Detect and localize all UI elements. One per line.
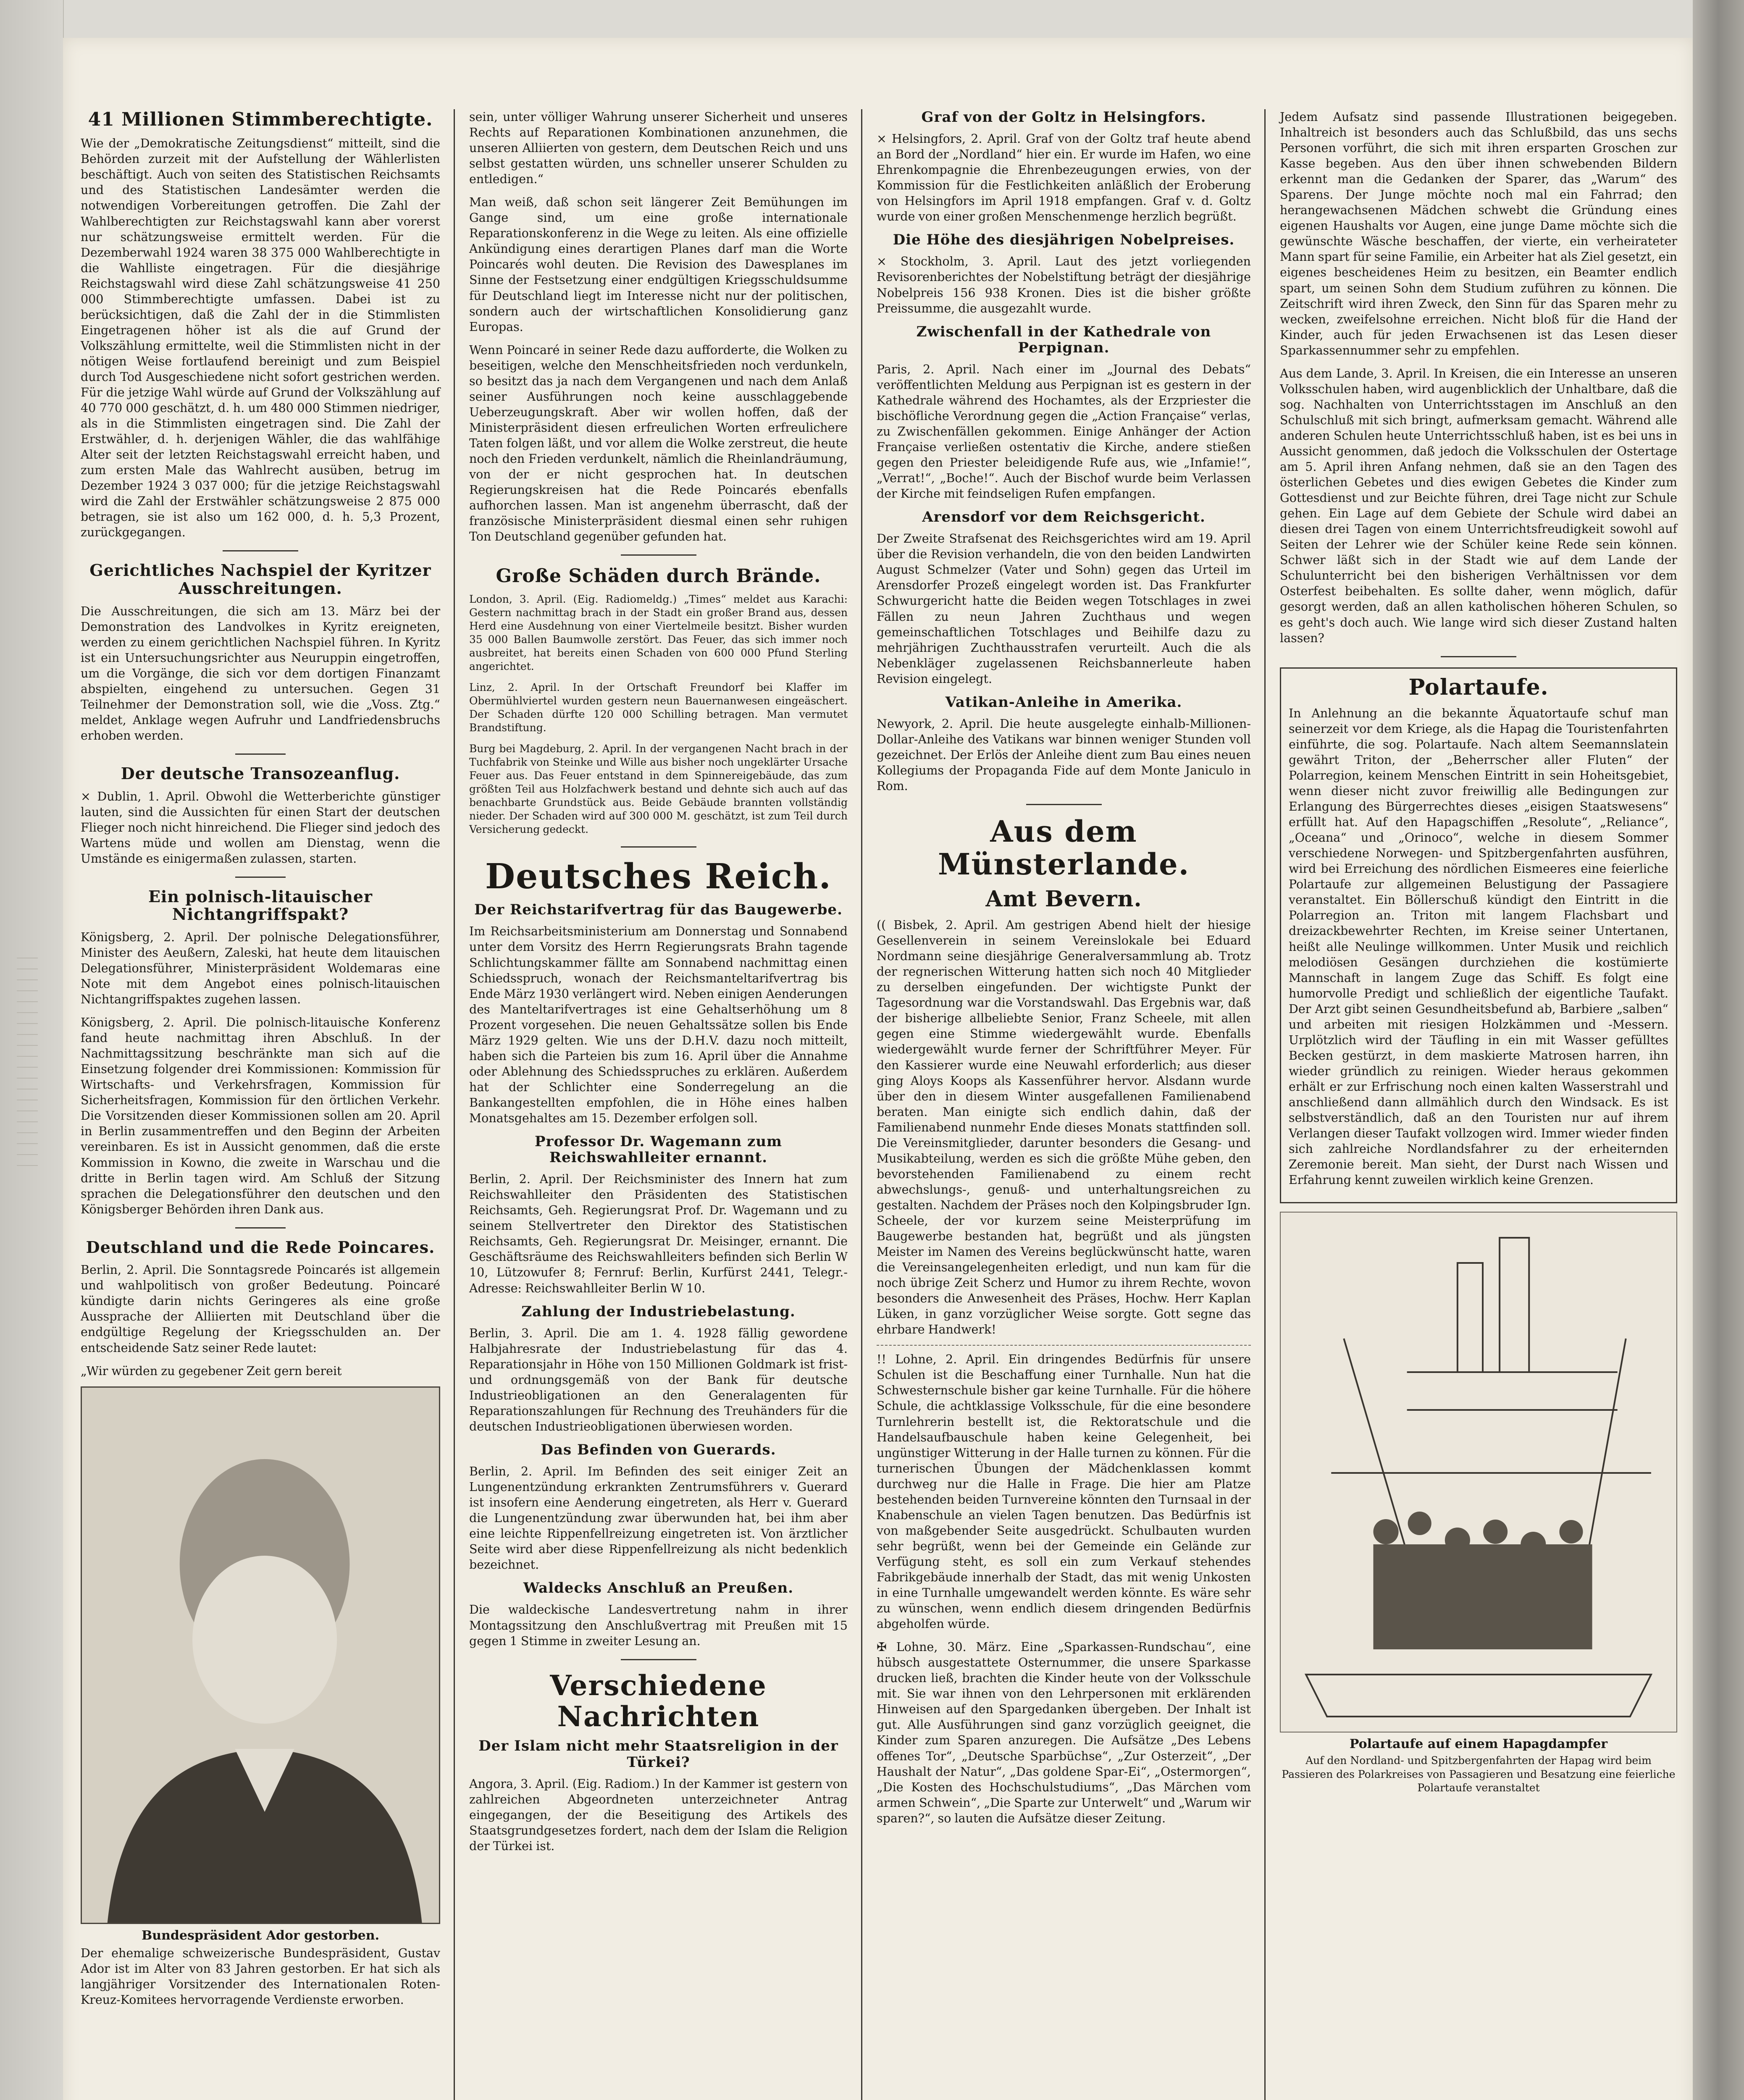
article-paragraph: Berlin, 3. April. Die am 1. 4. 1928 fällig gewordene Halbjahresrate der Industriebelastung für das 4. Reparationsjahr in Höhe von 150 Millionen Goldmark ist frist- und ordnungsgemäß von der Bank für deutsche Industrieobligationen an den Generalagenten für Reparationszahlungen für Rechnung des Treuhänders für die deutschen Industrieobligationen überwiesen worden. bbox=[469, 1326, 848, 1433]
article-paragraph: Berlin, 2. April. Im Befinden des seit einiger Zeit an Lungenentzündung erkrankten Zentrumsführers v. Guerard ist insofern eine Aenderung eingetreten, als Herr v. Guerard die Lungenentzündung zwar überwunden hat, bei ihm aber eine leichte Rippenfellreizung eingetreten ist. Von ärztlicher Seite wird aber diese Rippenfellreizung als nicht bedenklich bezeichnet. bbox=[469, 1465, 848, 1572]
article bbox=[877, 917, 1251, 1826]
article-paragraph: × Helsingfors, 2. April. Graf von der Goltz traf heute abend an Bord der „Nordland“ hier ein. Er wurde im Hafen, wo eine Ehrenkompagnie die Ehrenbezeugungen erwies, von der Kommission für die Festlichkeiten anläßlich der Eroberung von Helsingfors im April 1918 empfangen. Graf v. d. Goltz wurde von einer großen Menschenmenge herzlich begrüßt. bbox=[877, 132, 1251, 224]
separator bbox=[1441, 656, 1516, 657]
article-title: Gerichtliches Nachspiel der Kyritzer Ausschreitungen. bbox=[89, 561, 431, 598]
binding-spine bbox=[0, 0, 64, 2100]
article bbox=[1280, 109, 1677, 646]
article-paragraph: Angora, 3. April. (Eig. Radiom.) In der Kammer ist gestern von zahlreichen Abgeordneten unterzeichneter Antrag eingegangen, der die Beseitigung des Artikels des Staatsgrundgesetzes fordert, nach dem der Islam die Religion der Türkei ist. bbox=[469, 1777, 848, 1853]
illustration-image bbox=[1281, 1213, 1676, 1732]
article-title: Das Befinden von Guerards. bbox=[541, 1441, 776, 1458]
article bbox=[81, 888, 440, 1217]
separator bbox=[235, 1227, 286, 1228]
article bbox=[877, 509, 1251, 687]
article bbox=[877, 694, 1251, 794]
article-title: Zwischenfall in der Kathedrale von Perpignan. bbox=[916, 323, 1211, 356]
article bbox=[469, 566, 848, 836]
column-2 bbox=[460, 109, 857, 2100]
newspaper-page bbox=[63, 38, 1693, 2100]
section-heading: Verschiedene Nachrichten bbox=[550, 1669, 767, 1733]
article-paragraph: Aus dem Lande, 3. April. In Kreisen, die ein Interesse an unseren Volksschulen haben, wird augenblicklich der Unhaltbare, daß die sog. Nachhalten von Unterrichtsstagen im Anschluß an den Schulschluß mit sich bringt, aufmerksam gemacht. Während alle anderen Schulen heute Unterrichtsschluß haben, ist es bei uns in Aussicht genommen, daß jedoch die Volksschulen der Ostertage am 5. April ihren Anfang nehmen, daß sie an den Tagen des österlichen Gebetes und dies ewigen Gebetes die Kinder zum Gottesdienst und zur Beichte führen, drei Tage nicht zur Schule gehen. Ein Lage auf dem Gebiete der Schule wird dabei an diesen drei Tagen von einem Unterrichtsfreudigkeit sowohl auf Seiten der Lehrer wie der Schüler keine Rede sein können. Schwer läßt sich in der Stadt wie auf dem Lande der Schulunterricht bei den bisherigen Verhältnissen vor dem Osterfest beibehalten. Es sollte daher, wenn möglich, dafür gesorgt werden, daß an allen katholischen höheren Schulen, so es geht's doch auch. Wie lange wird sich dieser Zustand halten lassen? bbox=[1280, 366, 1677, 645]
article-title: Zahlung der Industriebelastung. bbox=[521, 1303, 796, 1320]
article-paragraph: × Stockholm, 3. April. Laut des jetzt vorliegenden Revisorenberichtes der Nobelstiftung beträgt der diesjährige Nobelpreis 156 938 Kronen. Dies ist die bisher größte Preissumme, die ausgezahlt wurde. bbox=[877, 255, 1251, 315]
article-title: 41 Millionen Stimmberechtigte. bbox=[88, 109, 433, 130]
column-1 bbox=[71, 109, 449, 2100]
separator bbox=[621, 554, 696, 556]
section-heading: Aus dem Münsterlande. bbox=[938, 814, 1190, 882]
separator bbox=[235, 753, 286, 755]
column-3 bbox=[867, 109, 1260, 2100]
article bbox=[877, 232, 1251, 316]
portrait-image bbox=[82, 1388, 439, 1923]
illustration-caption: Polartaufe auf einem Hapagdampfer bbox=[1349, 1737, 1608, 1752]
article bbox=[81, 1239, 440, 1379]
article bbox=[81, 109, 440, 540]
page-edge bbox=[1693, 0, 1744, 2100]
spine-marks bbox=[17, 958, 38, 1176]
illustration-subcaption: Auf den Nordland- und Spitzbergenfahrten der Hapag wird beim Passieren des Polarkreises von Passagieren und Besatzung eine feierliche Polartaufe veranstaltet bbox=[1282, 1754, 1676, 1794]
article-paragraph: Burg bei Magdeburg, 2. April. In der vergangenen Nacht brach in der Tuchfabrik von Steinke und Wille aus bisher noch ungeklärter Ursache Feuer aus. Das Feuer entstand in dem Spinnereigebäude, das zum größten Teil aus Holzfachwerk bestand und dehnte sich auch auf das benachbarte Grundstück aus. Beide Gebäude brannten vollständig nieder. Der Schaden wird auf 300 000 M. geschätzt, ist zum Teil durch Versicherung gedeckt. bbox=[469, 742, 848, 835]
article-paragraph: Der Zweite Strafsenat des Reichsgerichtes wird am 19. April über die Revision verhandeln, die von den beiden Landwirten August Schmelzer (Vater und Sohn) gegen das Urteil im Arensdorfer Prozeß eingelegt worden ist. Das Frankfurter Schwurgericht hatte die Beiden wegen Totschlages in zwei Fällen zu neun Jahren Zuchthaus und wegen gemeinschaftlichen Totschlages und Beihilfe dazu zu mehrjährigen Zuchthausstrafen verurteilt. Auch die als Nebenkläger zugelassenen Reichsbannerleute haben Revision eingelegt. bbox=[877, 532, 1251, 686]
article-paragraph: Man weiß, daß schon seit längerer Zeit Bemühungen im Gange sind, um eine große internationale Reparationskonferenz in die Wege zu leiten. Als eine offizielle Ankündigung eines derartigen Planes darf man die Worte Poincarés wohl deuten. Die Revision des Dawesplanes im Sinne der Festsetzung einer endgültigen Kriegsschuldsumme für Deutschland liegt im Interesse nicht nur der politischen, sondern auch der wirtschaftlichen Konsolidierung ganz Europas. bbox=[469, 195, 848, 334]
article bbox=[469, 1304, 848, 1434]
article-paragraph: Die waldeckische Landesvertretung nahm in ihrer Montagssitzung den Anschlußvertrag mit Preußen mit 15 gegen 1 Stimme in zweiter Lesung an. bbox=[469, 1603, 848, 1648]
article bbox=[469, 1580, 848, 1648]
article bbox=[469, 902, 848, 1126]
article bbox=[877, 324, 1251, 502]
article-title: Die Höhe des diesjährigen Nobelpreises. bbox=[893, 231, 1235, 249]
article-paragraph: Der ehemalige schweizerische Bundespräsident, Gustav Ador ist im Alter von 83 Jahren gestorben. Er hat sich als langjähriger Vorsitzender des Internationalen Roten-Kreuz-Komitees hervorragende Verdienste erworben. bbox=[81, 1946, 440, 2007]
column-rule bbox=[1264, 109, 1266, 2100]
article-title: Der Reichstarifvertrag für das Baugewerbe. bbox=[474, 901, 843, 919]
ship-illustration bbox=[1280, 1212, 1677, 1732]
article bbox=[469, 1738, 848, 1853]
article-title: Professor Dr. Wagemann zum Reichswahlleiter ernannt. bbox=[534, 1133, 783, 1166]
boxed-article bbox=[1280, 667, 1677, 1204]
separator bbox=[1026, 804, 1102, 805]
article-paragraph: !! Lohne, 2. April. Ein dringendes Bedürfnis für unsere Schulen ist die Beschaffung einer Turnhalle. Nun hat die Schwesternschule bisher gar keine Turnhalle. Für die höhere Schule, die achtklassige Volksschule, für die eine besondere Turnlehrerin bestellt ist, die Rektoratschule und die Handelsaufbauschule haben keine Gelegenheit, bei ungünstiger Witterung in der Halle turnen zu können. Für die turnerischen Übungen der Mädchenklassen kommt durchweg nur die Halle in Frage. Die hier am Platze bestehenden beiden Turnvereine könnten den Turnsaal in der Knabenschule an vielen Tagen benutzen. Das Bedürfnis ist von maßgebender Seite ausgedrückt. Schulbauten wurden sehr begrüßt, wenn bei der Gemeinde ein Gelände zur Verfügung steht, es soll ein zum Verkauf stehendes Fabrikgebäude innerhalb der Stadt, das mit wenig Unkosten in eine Turnhalle umgewandelt werden könnte. Es wäre sehr zu wünschen, wenn endlich diesem dringenden Bedürfnis abgeholfen würde. bbox=[877, 1352, 1251, 1631]
article-title: Arensdorf vor dem Reichsgericht. bbox=[922, 509, 1206, 526]
photo-caption: Bundespräsident Ador gestorben. bbox=[141, 1928, 380, 1943]
article-paragraph: Linz, 2. April. In der Ortschaft Freundorf bei Klaffer im Obermühlviertel wurden gestern neun Bauernanwesen eingeäschert. Der Schaden dürfte 120 000 Schilling betragen. Man vermutet Brandstiftung. bbox=[469, 681, 848, 734]
article bbox=[469, 1442, 848, 1572]
article-paragraph: „Wir würden zu gegebener Zeit gern bereit bbox=[81, 1364, 342, 1378]
article-title: Große Schäden durch Brände. bbox=[496, 565, 821, 587]
section-subheading: Amt Bevern. bbox=[985, 886, 1142, 912]
article-paragraph: Berlin, 2. April. Der Reichsminister des Innern hat zum Reichswahlleiter den Präsidenten des Statistischen Reichsamts, Geh. Regierungsrat Prof. Dr. Wagemann und zu seinem Stellvertreter den Direktor des Statistischen Reichsamts, Geh. Regierungsrat Dr. Meisinger, ernannt. Die Geschäftsräume des Reichswahlleiters befinden sich Berlin W 10, Lützowufer 8; Fernruf: Berlin, Kurfürst 2441, Telegr.-Adresse: Reichswahlleiter Berlin W 10. bbox=[469, 1172, 848, 1295]
article-paragraph: Die Ausschreitungen, die sich am 13. März bei der Demonstration des Landvolkes in Kyritz ereigneten, werden zu einem gerichtlichen Nachspiel führen. In Kyritz ist ein Untersuchungsrichter aus Neuruppin eingetroffen, um die Vorgänge, die sich vor dem dortigen Finanzamt abspielten, eingehend zu untersuchen. Gegen 31 Teilnehmer der Demonstration soll, wie die „Voss. Ztg.“ meldet, Anklage wegen Aufruhr und Landfriedensbruchs erhoben werden. bbox=[81, 604, 440, 743]
article bbox=[81, 765, 440, 866]
column-rule bbox=[454, 109, 455, 2100]
column-rule bbox=[861, 109, 862, 2100]
article-paragraph: sein, unter völliger Wahrung unserer Sicherheit und unseres Rechts auf Reparationen Kombinationen anzunehmen, die unseren Alliierten von gestern, dem Deutschen Reich und uns selbst gestatten würden, uns schneller unserer Schulden zu entledigen.“ bbox=[469, 110, 848, 186]
article-paragraph: Wie der „Demokratische Zeitungsdienst“ mitteilt, sind die Behörden zurzeit mit der Aufstellung der Wählerlisten beschäftigt. Auch von seiten des Statistischen Reichsamts und des Statistischen Landesämter werden die notwendigen Vorbereitungen getroffen. Die Zahl der Wahlberechtigten zur Reichstagswahl kann aber vorerst nur schätzungsweise ermittelt werden. Für die Dezemberwahl 1924 waren 38 375 000 Wahlberechtigte in die Wahlliste eingetragen. Für die diesjährige Reichstagswahl wird diese Zahl schätzungsweise 41 250 000 Stimmberechtigte umfassen. Dabei ist zu berücksichtigen, daß die Zahl der in die Stimmlisten Eingetragenen höher ist als die auf Grund der Volkszählung ermittelte, weil die Stimmlisten nicht in der nötigen Weise fortlaufend bereinigt und zum Beispiel durch Tod Ausgeschiedene nicht sofort gestrichen werden. Für die jetzige Wahl würde auf Grund der Volkszählung auf 40 770 000 geschätzt, d. h. um 480 000 Stimmen niedriger, als in die Stimmlisten eingetragen sind. Die Zahl der Erstwähler, d. h. derjenigen Wähler, die das wahlfähige Alter seit der letzten Reichstagswahl erreicht haben, und zum ersten Male das Wahlrecht ausüben, betrug im Dezember 1924 3 037 000; für die jetzige Reichstagswahl wird die Zahl der Erstwähler schätzungsweise 2 875 000 betragen, sie ist also um 162 000, d. h. 5,3 Prozent, zurückgegangen. bbox=[81, 136, 440, 540]
article-title: Polartaufe. bbox=[1408, 674, 1549, 700]
article-title: Waldecks Anschluß an Preußen. bbox=[523, 1580, 794, 1597]
article-paragraph: London, 3. April. (Eig. Radiomeldg.) „Times“ meldet aus Karachi: Gestern nachmittag brach in der Stadt ein großer Brand aus, dessen Herd eine Ausdehnung von einer Viertelmeile besitzt. Bisher wurden 35 000 Ballen Baumwolle zerstört. Das Feuer, das sich immer noch ausbreitet, hat bereits einen Schaden von 600 000 Pfund Sterling angerichtet. bbox=[469, 593, 848, 672]
article-title: Ein polnisch-litauischer Nichtangriffspakt? bbox=[148, 887, 373, 924]
portrait-photo bbox=[81, 1386, 440, 1924]
article-paragraph: Berlin, 2. April. Die Sonntagsrede Poincarés ist allgemein und wahlpolitisch von großer Bedeutung. Poincaré kündigte darin nichts Geringeres als eine große Aussprache der Alliierten mit Deutschland über die endgültige Regelung der Kriegsschulden an. Der entscheidende Satz seiner Rede lautet: bbox=[81, 1263, 440, 1355]
article-title: Deutschland und die Rede Poincares. bbox=[86, 1237, 435, 1257]
article-paragraph: Paris, 2. April. Nach einer im „Journal des Debats“ veröffentlichten Meldung aus Perpignan ist es gestern in der Kathedrale während des Hochamtes, als der Erzpriester die bischöfliche Verordnung gegen die „Action Française“ verlas, zu Zwischenfällen gekommen. Einige Anhänger der Action Française verließen ostentativ die Kirche, andere stießen gegen den Priester beleidigende Rufe aus, wie „Infamie!“, „Verrat!“, „Boche!“. Auch der Bischof wurde beim Verlassen der Kirche mit feindseligen Rufen empfangen. bbox=[877, 362, 1251, 501]
article-title: Vatikan-Anleihe in Amerika. bbox=[945, 693, 1182, 711]
article-paragraph: Königsberg, 2. April. Die polnisch-litauische Konferenz fand heute nachmittag ihren Abschluß. In der Nachmittagssitzung beschränkte man sich auf die Einsetzung folgender drei Kommissionen: Kommission für Wirtschafts- und Verkehrsfragen, Kommission für Sicherheitsfragen, Kommission für den örtlichen Verkehr. Die Vorsitzenden dieser Kommissionen sollen am 20. April in Berlin zusammentreffen und den Beginn der Arbeiten vereinbaren. Es ist in Aussicht genommen, daß die erste Kommission in Kowno, die zweite in Warschau und die dritte in Berlin tagen wird. Am Schluß der Sitzung sprachen die Delegationsführer den deutschen und den Königsberger Behörden ihren Dank aus. bbox=[81, 1016, 440, 1216]
article bbox=[877, 109, 1251, 224]
article-paragraph: Wenn Poincaré in seiner Rede dazu aufforderte, die Wolken zu beseitigen, welche den Menschheitsfrieden noch verdunkeln, so besitzt das ja nach dem Vergangenen und nach dem Anlaß seiner Ausführungen noch keine ausschlaggebende Ueberzeugungskraft. Aber wir wollen hoffen, daß der Ministerpräsident diesen erfreulichen Worten erfreulichere Taten folgen läßt, und vor allem die Wolke zerstreut, die heute noch den Frieden verdunkelt, nämlich die Rheinlandräumung, von der er nicht gesprochen hat. In deutschen Regierungskreisen hat die Rede Poincarés ebenfalls aufhorchen lassen. Man ist angenehm überrascht, daß der französische Ministerpräsident diesmal einen sehr ruhigen Ton Deutschland gegenüber gefunden hat. bbox=[469, 343, 848, 544]
article-paragraph: In Anlehnung an die bekannte Äquatortaufe schuf man seinerzeit vor dem Kriege, als die Hapag die Touristenfahrten einführte, die sog. Polartaufe. Nach altem Seemannslatein gewährt Triton, der „Beherrscher aller Fluten“ der Polarregion, keinem Menschen Eintritt in sein Hoheitsgebiet, wenn dieser nicht zuvor freiwillig alle Bedingungen zur Erlangung des Bürgerrechtes dieses „eisigen Staatswesens“ erfüllt hat. Auf den Hapagschiffen „Resolute“, „Reliance“, „Oceana“ und „Orinoco“, welche in diesem Sommer verschiedene Norwegen- und Spitzbergenfahrten ausführen, wird bei Erreichung des nördlichen Eismeeres eine feierliche Polartaufe zur allgemeinen Belustigung der Passagiere veranstaltet. Ein Böllerschuß kündigt den Eintritt in die Polarregion an. Triton mit langem Flachsbart und dreizackbewehrter Rechten, im Kreise seiner Untertanen, heißt alle Neulinge willkommen. Unter Musik und reichlich melodiösen Gesängen durchziehen die kostümierte Mannschaft in langem Zuge das Schiff. Es folgt eine humorvolle Predigt und schließlich der eigentliche Taufakt. Der Arzt gibt seinen Gesundheitsbefund ab, Barbiere „salben“ und arbeiten mit riesigen Holzkämmen und -Messern. Urplötzlich wird der Täufling in ein mit Wasser gefülltes Becken gestürzt, in dem maskierte Matrosen harren, ihn wieder gründlich zu reinigen. Wieder heraus gekommen erhält er zur Erfrischung noch einen kalten Wasserstrahl und anschließend dann allmählich durch den Windsack. Es ist selbstverständlich, daß an den Touristen nur auf ihrem Verlangen dieser Taufakt vollzogen wird. Immer wieder finden sich zahlreiche Nordlandsfahrer zu der erheiternden Zeremonie bereit. Man sieht, der Durst nach Wissen und Erfahrung kennt zuweilen wirklich keine Grenzen. bbox=[1289, 706, 1668, 1187]
article-paragraph: Im Reichsarbeitsministerium am Donnerstag und Sonnabend unter dem Vorsitz des Herrn Regierungsrats Brahn tagende Schlichtungskammer fällte am Sonnabend nachmittag einen Schiedsspruch, wonach der Reichsmanteltarifvertrag bis Ende März 1930 verlängert wird. Neben einigen Aenderungen des Manteltarifvertrages ist eine Gehaltserhöhung um 8 Prozent vorgesehen. Die neuen Gehaltssätze sollen bis Ende März 1929 gelten. Wie uns der D.H.V. dazu noch mitteilt, haben sich die Parteien bis zum 16. April über die Annahme oder Ablehnung des Schiedsspruches zu erklären. Außerdem hat der Schlichter eine Sonderregelung an die Bankangestellten empfohlen, die in Höhe eines halben Monatsgehaltes am 15. Dezember erfolgen soll. bbox=[469, 924, 848, 1125]
article-title: Der Islam nicht mehr Staatsreligion in der Türkei? bbox=[478, 1738, 838, 1771]
section-heading: Deutsches Reich. bbox=[485, 856, 832, 897]
article-paragraph: × Dublin, 1. April. Obwohl die Wetterberichte günstiger lauten, sind die Aussichten für einen Start der deutschen Flieger noch nicht hinreichend. Die Flieger sind jedoch des Wartens müde und wollen am Dienstag, wenn die Umstände es einigermaßen zulassen, starten. bbox=[81, 789, 440, 866]
article bbox=[469, 1134, 848, 1296]
separator bbox=[235, 877, 286, 878]
article-paragraph: Jedem Aufsatz sind passende Illustrationen beigegeben. Inhaltreich ist besonders auch das Schlußbild, das uns sechs Personen vorführt, die sich mit ihren ersparten Groschen zur Kasse begeben. Aus den über ihnen schwebenden Bildern erkennt man die Gedanken der Sparer, das „Warum“ des Sparens. Der Junge möchte noch mal ein Fahrrad; den herangewachsenen Mädchen schwebt die Gründung eines eigenen Haushalts vor Augen, eine junge Dame möchte sich die gewünschte Wäsche beschaffen, der vierte, ein verheirateter Mann spart für seine Familie, ein Arbeiter hat als Ziel gesetzt, ein eigenes bescheidenes Heim zu besitzen, ein Beamter endlich spart, um seinen Sohn dem Studium zuführen zu können. Die Zeitschrift wird ihren Zweck, den Sinn für das Sparen mehr zu wecken, zweifelsohne erreichen. Nicht bloß für die Hand der Kinder, auch für jeden Erwachsenen ist das Lesen dieser Sparkassennummer sehr zu empfehlen. bbox=[1280, 110, 1677, 357]
separator bbox=[621, 1659, 696, 1660]
article-title: Der deutsche Transozeanflug. bbox=[121, 764, 400, 783]
article-paragraph: ✠ Lohne, 30. März. Eine „Sparkassen-Rundschau“, eine hübsch ausgestattete Osternummer, die unsere Sparkasse drucken ließ, brachten die Kinder heute von der Volksschule mit. Sie war ihnen von den Lehrpersonen mit erklärenden Hinweisen auf den Spargedanken übergeben. Der Inhalt ist gut. Alle Ausführungen sind ganz vorzüglich geeignet, die Kinder zum Sparen anzuregen. Die Aufsätze „Des Lebens offenes Tor“, „Deutsche Sparbüchse“, „Zur Osterzeit“, „Der Haushalt der Natur“, „Das goldene Spar-Ei“, „Ostermorgen“, „Die Kosten des Hochschulstudiums“, „Das Märchen vom armen Schwein“, „Die Sparte zur Unterwelt“ und „Warum wir sparen?“, so lauten die Aufsätze dieser Zeitung. bbox=[877, 1640, 1251, 1825]
article-title: Graf von der Goltz in Helsingfors. bbox=[921, 109, 1206, 126]
separator bbox=[621, 846, 696, 848]
separator bbox=[223, 550, 298, 551]
article-paragraph: (( Bisbek, 2. April. Am gestrigen Abend hielt der hiesige Gesellenverein in seinem Vereinslokale bei Eduard Nordmann seine diesjährige Generalversammlung ab. Trotz der regnerischen Witterung hatten sich noch 40 Mitglieder zu derselben eingefunden. Der wichtigste Punkt der Tagesordnung war die Vorstandswahl. Das Ergebnis war, daß der bisherige allbeliebte Senior, Franz Scheele, mit allen gegen eine Stimme wiedergewählt wurde. Ebenfalls wiedergewählt wurde ferner der Schriftführer Meyer. Für den Kassierer wurde eine Neuwahl erforderlich; aus dieser ging Aloys Koops als Kassenführer hervor. Alsdann wurde über den in diesem Winter ausgefallenen Familienabend beraten. Man einigte sich endlich dahin, daß der Familienabend nunmehr Ende dieses Monats stattfinden soll. Die Vereinsmitglieder, darunter besonders die Gesang- und Musikabteilung, werden es sich die größte Mühe geben, den bevorstehenden Familienabend zu einem recht abwechslungs-, genuß- und unterhaltungsreichen zu gestalten. Nachdem der Präses noch den Kolpingsbruder Ign. Scheele, der vor kurzem seine Meisterprüfung im Baugewerbe bestanden hat, begrüßt und als jüngsten Meister im Namen des Vereins beglückwünscht hatte, waren die Vereinsangelegenheiten erledigt, und nun kam für die noch übrige Zeit Scherz und Humor zu ihrem Rechte, wovon besonders die Anwesenheit des Präses, Hochw. Herr Kaplan Lüken, in ganz vorzüglicher Weise sorgte. Gott segne das ehrbare Handwerk! bbox=[877, 918, 1251, 1337]
article bbox=[469, 109, 848, 544]
photo-article bbox=[81, 1386, 440, 2008]
article-paragraph: Newyork, 2. April. Die heute ausgelegte einhalb-Millionen-Dollar-Anleihe des Vatikans war binnen weniger Stunden voll gezeichnet. Der Erlös der Anleihe dient zum Bau eines neuen Kollegiums der Propaganda Fide auf dem Monte Janiculo in Rom. bbox=[877, 717, 1251, 793]
separator bbox=[877, 1345, 1251, 1346]
article-paragraph: Königsberg, 2. April. Der polnische Delegationsführer, Minister des Aeußern, Zaleski, hat heute dem litauischen Delegationsführer, Ministerpräsident Woldemaras eine Note mit dem Angebot eines polnisch-litauischen Nichtangriffspaktes zugehen lassen. bbox=[81, 930, 440, 1007]
article bbox=[81, 562, 440, 743]
column-4 bbox=[1271, 109, 1686, 2100]
